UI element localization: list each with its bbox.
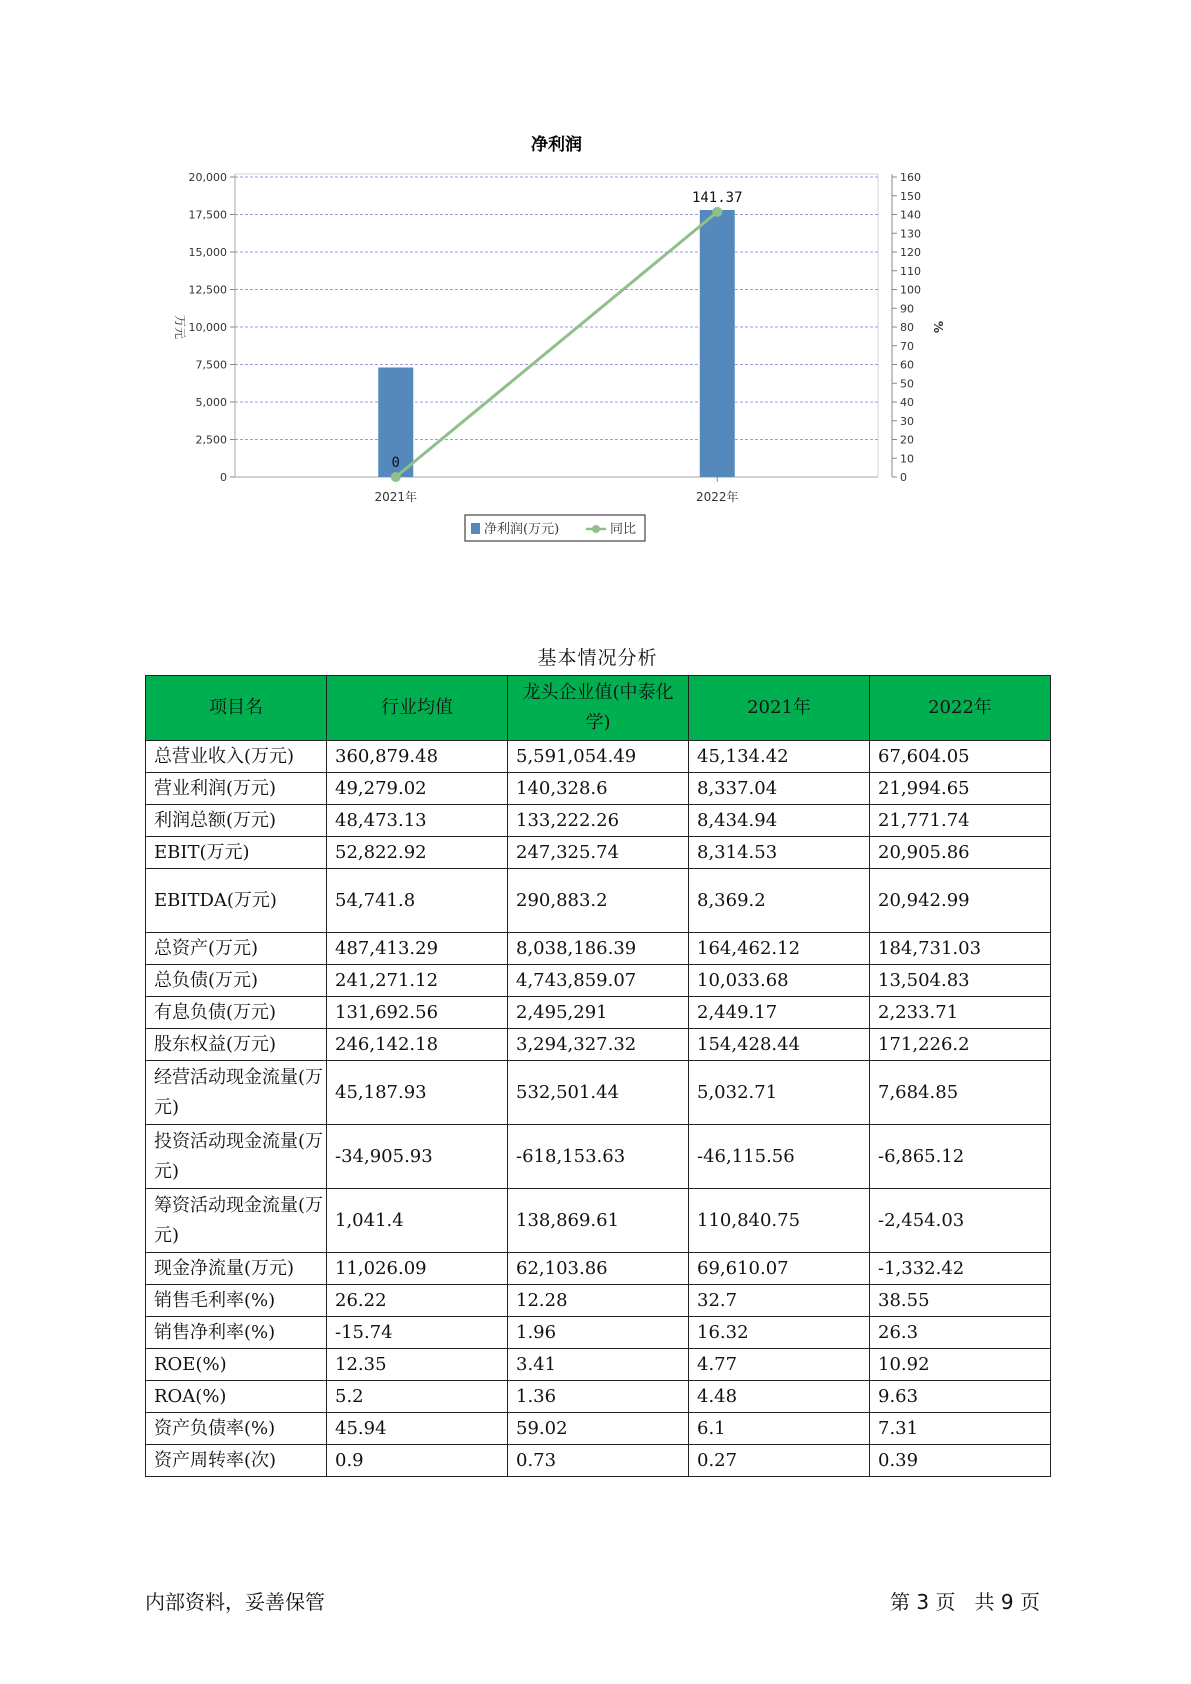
value-cell: 2,449.17 <box>689 997 870 1029</box>
value-cell: 171,226.2 <box>870 1029 1051 1061</box>
legend-line-label: 同比 <box>610 522 637 537</box>
y2-tick-label: 130 <box>900 227 921 241</box>
yoy-data-label: 0 <box>391 455 400 471</box>
value-cell: 241,271.12 <box>327 965 508 997</box>
value-cell: 38.55 <box>870 1285 1051 1317</box>
value-cell: 54,741.8 <box>327 869 508 933</box>
value-cell: 69,610.07 <box>689 1253 870 1285</box>
value-cell: 26.22 <box>327 1285 508 1317</box>
value-cell: 21,771.74 <box>870 805 1051 837</box>
value-cell: 532,501.44 <box>508 1061 689 1125</box>
value-cell: 6.1 <box>689 1413 870 1445</box>
value-cell: 164,462.12 <box>689 933 870 965</box>
value-cell: -34,905.93 <box>327 1125 508 1189</box>
value-cell: 10,033.68 <box>689 965 870 997</box>
table-row <box>146 997 1051 1029</box>
y2-tick-label: 100 <box>900 283 921 297</box>
header-2021: 2021年 <box>689 676 870 741</box>
y-tick-label: 2,500 <box>195 433 227 447</box>
table-row <box>146 837 1051 869</box>
value-cell: 154,428.44 <box>689 1029 870 1061</box>
value-cell: 48,473.13 <box>327 805 508 837</box>
row-label-cell: 总营业收入(万元) <box>146 741 327 773</box>
yoy-point <box>712 207 722 217</box>
value-cell: -6,865.12 <box>870 1125 1051 1189</box>
row-label-cell: 销售毛利率(%) <box>146 1285 327 1317</box>
chart-canvas <box>160 130 1040 600</box>
value-cell: 32.7 <box>689 1285 870 1317</box>
y-tick-label: 0 <box>220 471 227 484</box>
value-cell: 45,187.93 <box>327 1061 508 1125</box>
value-cell: -618,153.63 <box>508 1125 689 1189</box>
y2-tick-label: 30 <box>900 414 914 428</box>
header-2022: 2022年 <box>870 676 1051 741</box>
table-row <box>146 1125 1051 1189</box>
y2-tick-label: 150 <box>900 189 921 203</box>
row-label-cell: 总资产(万元) <box>146 933 327 965</box>
table-row <box>146 1029 1051 1061</box>
value-cell: 4.48 <box>689 1381 870 1413</box>
value-cell: 62,103.86 <box>508 1253 689 1285</box>
value-cell: 2,233.71 <box>870 997 1051 1029</box>
value-cell: 12.35 <box>327 1349 508 1381</box>
table-row <box>146 1189 1051 1253</box>
value-cell: 0.73 <box>508 1445 689 1477</box>
value-cell: 138,869.61 <box>508 1189 689 1253</box>
y-tick-label: 7,500 <box>195 358 227 372</box>
y-tick-label: 10,000 <box>188 321 227 334</box>
y2-axis-label: % <box>931 320 945 334</box>
net-profit-chart <box>160 130 1040 600</box>
value-cell: 4.77 <box>689 1349 870 1381</box>
y-tick-label: 12,500 <box>188 283 227 297</box>
y2-tick-label: 40 <box>900 396 914 409</box>
value-cell: -1,332.42 <box>870 1253 1051 1285</box>
y2-tick-label: 70 <box>900 339 914 353</box>
legend-line-marker <box>592 525 600 533</box>
value-cell: 49,279.02 <box>327 773 508 805</box>
yoy-point <box>391 472 401 482</box>
row-label-cell: EBITDA(万元) <box>146 869 327 933</box>
table-title: 基本情况分析 <box>537 647 658 669</box>
y-axis-label: 万元 <box>173 314 187 340</box>
value-cell: 131,692.56 <box>327 997 508 1029</box>
value-cell: 247,325.74 <box>508 837 689 869</box>
value-cell: 133,222.26 <box>508 805 689 837</box>
value-cell: 8,314.53 <box>689 837 870 869</box>
value-cell: 12.28 <box>508 1285 689 1317</box>
row-label-cell: 营业利润(万元) <box>146 773 327 805</box>
y2-tick-label: 120 <box>900 246 921 259</box>
basic-analysis-table <box>145 675 1051 1477</box>
value-cell: -2,454.03 <box>870 1189 1051 1253</box>
table-row <box>146 869 1051 933</box>
table-row <box>146 805 1051 837</box>
row-label-cell: 现金净流量(万元) <box>146 1253 327 1285</box>
table-row <box>146 741 1051 773</box>
value-cell: 21,994.65 <box>870 773 1051 805</box>
value-cell: -15.74 <box>327 1317 508 1349</box>
value-cell: 20,942.99 <box>870 869 1051 933</box>
yoy-data-label: 141.37 <box>691 189 743 206</box>
row-label-cell: 资产负债率(%) <box>146 1413 327 1445</box>
value-cell: 0.27 <box>689 1445 870 1477</box>
y2-tick-label: 110 <box>900 264 921 278</box>
y2-tick-label: 160 <box>900 171 921 184</box>
value-cell: 8,337.04 <box>689 773 870 805</box>
footer-page-number: 第 3 页 共 9 页 <box>890 1590 1040 1614</box>
footer-confidential-note: 内部资料，妥善保管 <box>145 1590 325 1614</box>
value-cell: 7,684.85 <box>870 1061 1051 1125</box>
plot-border <box>235 174 878 477</box>
legend-bar-swatch <box>471 523 480 534</box>
value-cell: 67,604.05 <box>870 741 1051 773</box>
value-cell: 9.63 <box>870 1381 1051 1413</box>
y-tick-label: 5,000 <box>195 396 227 409</box>
row-label-cell: 总负债(万元) <box>146 965 327 997</box>
row-label-cell: 销售净利率(%) <box>146 1317 327 1349</box>
table-row <box>146 933 1051 965</box>
value-cell: 20,905.86 <box>870 837 1051 869</box>
y2-tick-label: 80 <box>900 321 914 334</box>
row-label-cell: 筹资活动现金流量(万元) <box>146 1189 327 1253</box>
y2-tick-label: 60 <box>900 358 914 372</box>
table-row <box>146 1413 1051 1445</box>
value-cell: 45.94 <box>327 1413 508 1445</box>
y-tick-label: 17,500 <box>188 208 227 222</box>
table-row <box>146 1285 1051 1317</box>
value-cell: 10.92 <box>870 1349 1051 1381</box>
value-cell: 246,142.18 <box>327 1029 508 1061</box>
basic-analysis-section <box>145 643 1050 1477</box>
y-tick-label: 20,000 <box>188 171 227 184</box>
y2-tick-label: 90 <box>900 302 914 316</box>
header-leader-value: 龙头企业值(中泰化学) <box>508 676 689 741</box>
row-label-cell: ROE(%) <box>146 1349 327 1381</box>
legend-bar-label: 净利润(万元) <box>484 522 560 537</box>
row-label-cell: ROA(%) <box>146 1381 327 1413</box>
value-cell: 184,731.03 <box>870 933 1051 965</box>
value-cell: 5,032.71 <box>689 1061 870 1125</box>
value-cell: 1.96 <box>508 1317 689 1349</box>
row-label-cell: 经营活动现金流量(万元) <box>146 1061 327 1125</box>
row-label-cell: 股东权益(万元) <box>146 1029 327 1061</box>
table-row <box>146 1349 1051 1381</box>
row-label-cell: 资产周转率(次) <box>146 1445 327 1477</box>
value-cell: 8,038,186.39 <box>508 933 689 965</box>
value-cell: 7.31 <box>870 1413 1051 1445</box>
value-cell: 360,879.48 <box>327 741 508 773</box>
value-cell: 8,434.94 <box>689 805 870 837</box>
value-cell: 8,369.2 <box>689 869 870 933</box>
value-cell: -46,115.56 <box>689 1125 870 1189</box>
value-cell: 0.9 <box>327 1445 508 1477</box>
value-cell: 26.3 <box>870 1317 1051 1349</box>
table-row <box>146 1061 1051 1125</box>
value-cell: 3.41 <box>508 1349 689 1381</box>
value-cell: 59.02 <box>508 1413 689 1445</box>
value-cell: 13,504.83 <box>870 965 1051 997</box>
value-cell: 16.32 <box>689 1317 870 1349</box>
table-row <box>146 1381 1051 1413</box>
value-cell: 11,026.09 <box>327 1253 508 1285</box>
table-header-row <box>146 676 1051 741</box>
chart-title: 净利润 <box>531 135 582 155</box>
row-label-cell: EBIT(万元) <box>146 837 327 869</box>
value-cell: 2,495,291 <box>508 997 689 1029</box>
x-tick-label: 2021年 <box>374 490 418 504</box>
value-cell: 52,822.92 <box>327 837 508 869</box>
header-item-name: 项目名 <box>146 676 327 741</box>
value-cell: 4,743,859.07 <box>508 965 689 997</box>
y-tick-label: 15,000 <box>188 246 227 259</box>
value-cell: 45,134.42 <box>689 741 870 773</box>
row-label-cell: 有息负债(万元) <box>146 997 327 1029</box>
value-cell: 5,591,054.49 <box>508 741 689 773</box>
value-cell: 140,328.6 <box>508 773 689 805</box>
x-tick-label: 2022年 <box>695 490 739 504</box>
y2-tick-label: 50 <box>900 377 914 391</box>
value-cell: 0.39 <box>870 1445 1051 1477</box>
value-cell: 290,883.2 <box>508 869 689 933</box>
value-cell: 487,413.29 <box>327 933 508 965</box>
y2-tick-label: 140 <box>900 208 921 222</box>
y2-tick-label: 0 <box>900 471 907 484</box>
row-label-cell: 投资活动现金流量(万元) <box>146 1125 327 1189</box>
y2-tick-label: 10 <box>900 452 914 466</box>
y2-tick-label: 20 <box>900 433 914 447</box>
table-row <box>146 1445 1051 1477</box>
value-cell: 110,840.75 <box>689 1189 870 1253</box>
table-row <box>146 773 1051 805</box>
value-cell: 5.2 <box>327 1381 508 1413</box>
value-cell: 1.36 <box>508 1381 689 1413</box>
row-label-cell: 利润总额(万元) <box>146 805 327 837</box>
value-cell: 3,294,327.32 <box>508 1029 689 1061</box>
table-row <box>146 1253 1051 1285</box>
table-row <box>146 1317 1051 1349</box>
value-cell: 1,041.4 <box>327 1189 508 1253</box>
header-industry-avg: 行业均值 <box>327 676 508 741</box>
bar <box>700 210 735 477</box>
table-row <box>146 965 1051 997</box>
